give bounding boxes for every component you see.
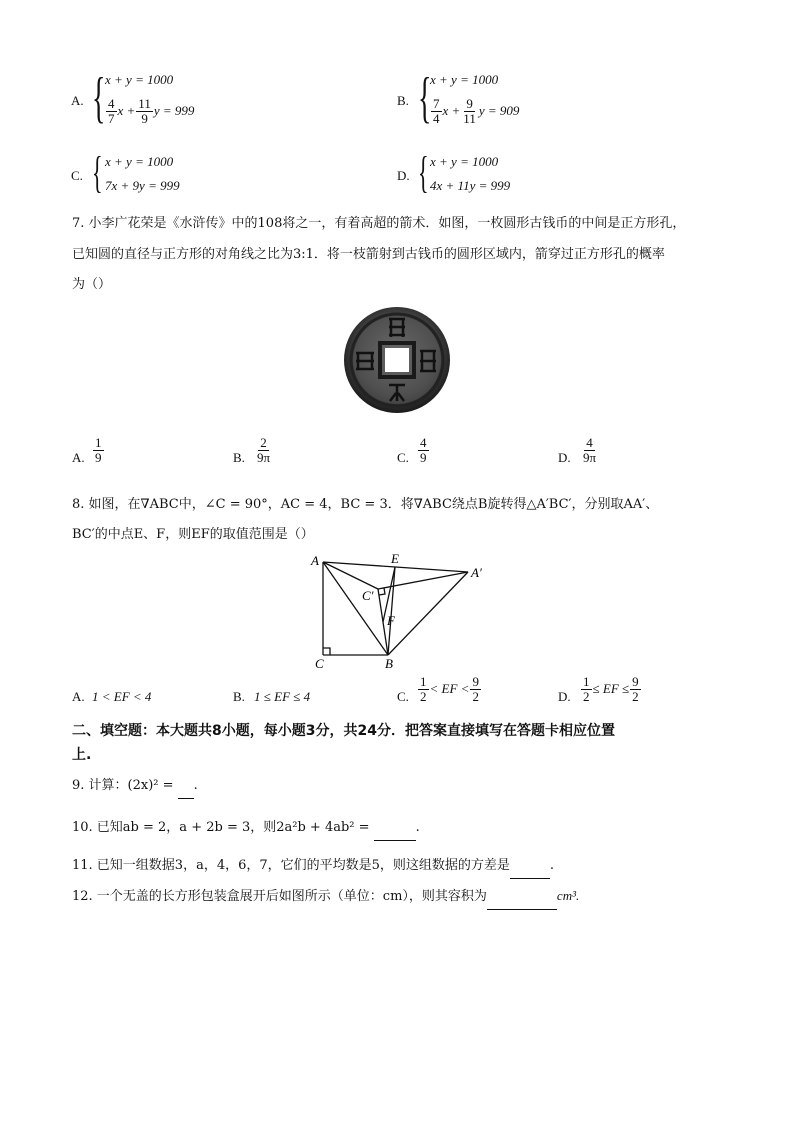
option-label: C. bbox=[71, 168, 83, 183]
section-2-heading-line-1: 二、填空题：本大题共8小题，每小题3分，共24分．把答案直接填写在答题卡相应位置 bbox=[72, 723, 615, 739]
option-label: D. bbox=[558, 450, 571, 465]
point-b-label: B bbox=[385, 656, 393, 671]
option-b-text: 1 ≤ EF ≤ 4 bbox=[254, 689, 311, 704]
equation-1: x + y = 1000 bbox=[105, 154, 174, 169]
question-11: 11. 已知一组数据3，a，4，6，7，它们的平均数是5，则这组数据的方差是 . bbox=[72, 852, 554, 879]
question-7-line-1: 7. 小李广花荣是《水浒传》中的108将之一，有着高超的箭术．如图，一枚圆形古钱币的中间是正方形孔， bbox=[72, 216, 686, 231]
equation-2: $\frac{7}{4}$ x + $\frac{9}{11}$ y = 909 bbox=[433, 96, 520, 127]
option-label: D. bbox=[397, 168, 410, 183]
unit-label: cm³. bbox=[556, 888, 580, 903]
equation-2: $\frac{4}{7}$ x + $\frac{11}{9}$ y = 999 bbox=[108, 96, 195, 127]
section-2-heading-line-2: 上. bbox=[72, 747, 92, 763]
brace-icon: { bbox=[92, 148, 103, 197]
point-f-label: F bbox=[387, 613, 395, 628]
option-c-fraction: $\frac{4}{9}$ bbox=[420, 435, 427, 466]
option-c-inequality: $\frac{1}{2}$ < EF < $\frac{9}{2}$ bbox=[420, 674, 479, 705]
ancient-coin-image bbox=[342, 305, 452, 415]
question-9: 9. 计算：(2x)² = . bbox=[72, 772, 198, 799]
point-e-label: E bbox=[391, 551, 399, 566]
question-12 bbox=[72, 882, 579, 910]
brace-icon: { bbox=[92, 67, 106, 129]
equation-1: x + y = 1000 bbox=[430, 154, 499, 169]
point-c-prime-label: C′ bbox=[362, 588, 374, 603]
option-label: B. bbox=[233, 689, 245, 704]
option-a-text: 1 < EF < 4 bbox=[92, 689, 152, 704]
option-a-fraction: $\frac{1}{9}$ bbox=[95, 435, 102, 466]
option-label: A. bbox=[72, 689, 85, 704]
option-label: A. bbox=[72, 450, 85, 465]
brace-icon: { bbox=[418, 148, 429, 197]
brace-icon: { bbox=[418, 67, 432, 129]
equation-1: x + y = 1000 bbox=[105, 72, 174, 87]
question-12-text: 12. 一个无盖的长方形包装盒展开后如图所示（单位：cm），则其容积为 bbox=[72, 889, 487, 904]
answer-blank[interactable] bbox=[510, 864, 550, 879]
question-8-line-2: BC′的中点E、F，则EF的取值范围是（） bbox=[72, 527, 314, 542]
question-9-text: 9. 计算：(2x)² = bbox=[72, 778, 178, 793]
option-label: B. bbox=[397, 93, 409, 108]
option-label: C. bbox=[397, 450, 409, 465]
option-d-inequality: $\frac{1}{2}$ ≤ EF ≤ $\frac{9}{2}$ bbox=[583, 674, 639, 705]
equation-2: 4x + 11y = 999 bbox=[430, 178, 511, 193]
option-label: B. bbox=[233, 450, 245, 465]
option-b-fraction: $\frac{2}{9\pi}$ bbox=[257, 435, 271, 466]
point-c-label: C bbox=[315, 656, 324, 671]
point-a-prime-label: A′ bbox=[471, 565, 482, 580]
equation-2: 7x + 9y = 999 bbox=[105, 178, 180, 193]
option-label: A. bbox=[71, 93, 84, 108]
question-7-line-2: 已知圆的直径与正方形的对角线之比为3:1．将一枝箭射到古钱币的圆形区域内，箭穿过正方形孔的概率 bbox=[72, 247, 665, 262]
option-label: D. bbox=[558, 689, 571, 704]
point-a-label: A bbox=[311, 553, 319, 568]
answer-blank[interactable] bbox=[487, 895, 557, 910]
triangle-rotation-figure bbox=[305, 550, 495, 672]
option-label: C. bbox=[397, 689, 409, 704]
answer-blank[interactable] bbox=[178, 784, 194, 799]
question-8-line-1: 8. 如图，在∇ABC中，∠C = 90°，AC = 4，BC = 3．将∇ABC绕点B旋转得△A′BC′，分别取AA′、 bbox=[72, 497, 659, 512]
question-10: 10. 已知ab = 2，a + 2b = 3，则2a²b + 4ab² = . bbox=[72, 814, 420, 841]
equation-1: x + y = 1000 bbox=[430, 72, 499, 87]
question-11-text: 11. 已知一组数据3，a，4，6，7，它们的平均数是5，则这组数据的方差是 bbox=[72, 858, 510, 873]
question-10-text: 10. 已知ab = 2，a + 2b = 3，则2a²b + 4ab² = bbox=[72, 820, 374, 835]
answer-blank[interactable] bbox=[374, 826, 416, 841]
question-7-line-3: 为（） bbox=[72, 277, 112, 292]
option-d-fraction: $\frac{4}{9\pi}$ bbox=[583, 435, 597, 466]
